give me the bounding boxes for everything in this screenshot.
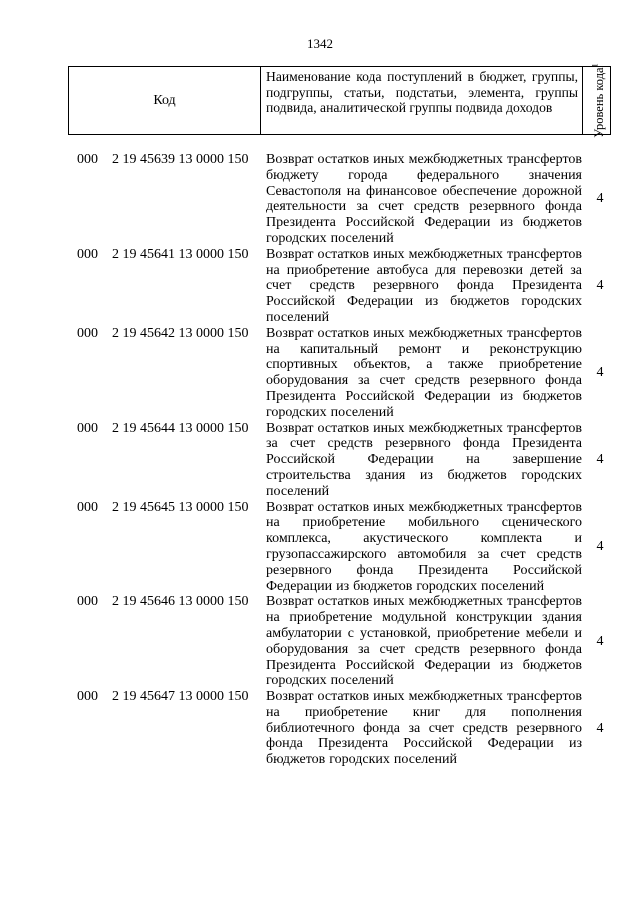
revenue-name: Возврат остатков иных межбюджетных трансфертов на капитальный ремонт и реконструкцию спортивных объектов, а также приобретение оборудования за счет средств резервного фонда Президента Российской Федерации из бюджетов городских поселений [266, 325, 582, 420]
table-row [0, 326, 640, 421]
admin-code: 000 [77, 246, 98, 262]
table-row [0, 594, 640, 689]
table-row [0, 421, 640, 500]
code-level-value: 4 [596, 538, 604, 554]
header-level-footnote: 1 [590, 63, 600, 68]
code-level [593, 326, 607, 421]
header-level [583, 63, 611, 138]
table-row [0, 500, 640, 595]
table-row [0, 152, 640, 247]
header-level-text: Уровень кода [591, 67, 606, 138]
admin-code: 000 [77, 499, 98, 515]
code-level-value: 4 [596, 191, 604, 207]
admin-code: 000 [77, 152, 98, 167]
table-row [0, 689, 640, 768]
header-name: Наименование кода поступлений в бюджет, группы, подгруппы, статьи, подстатьи, элемента, группы подвида, аналитической группы подвида доходов [261, 67, 583, 134]
revenue-name: Возврат остатков иных межбюджетных трансфертов на приобретение книг для пополнения библиотечного фонда за счет средств резервного фонда Президента Российской Федерации из бюджетов городских поселений [266, 689, 582, 768]
code-level-value: 4 [596, 633, 604, 649]
header-level-label [589, 63, 604, 137]
code-level [593, 594, 607, 689]
revenue-code: 2 19 45646 13 0000 150 [112, 594, 249, 610]
revenue-name: Возврат остатков иных межбюджетных трансфертов на приобретение модульной конструкции здания амбулатории с установкой, приобретение мебели и оборудования за счет средств резервного фонда Президента Российской Федерации из бюджетов городских поселений [266, 594, 582, 689]
revenue-code: 2 19 45641 13 0000 150 [112, 246, 249, 262]
header-code [69, 67, 261, 134]
code-level [593, 500, 607, 595]
revenue-name: Возврат остатков иных межбюджетных трансфертов на приобретение автобуса для перевозки детей за счет средств резервного фонда Президента Российской Федерации из бюджетов городских поселений [266, 246, 582, 325]
page-number: 1342 [307, 36, 333, 51]
code-level [593, 152, 607, 247]
revenue-code: 2 19 45639 13 0000 150 [112, 152, 249, 167]
table-header [68, 63, 611, 138]
code-level-value: 4 [596, 452, 604, 468]
code-level-value: 4 [596, 720, 604, 736]
revenue-name: Возврат остатков иных межбюджетных трансфертов на приобретение мобильного сценического комплекса, акустического комплекта и грузопассажирского автомобиля за счет средств резервного фонда Президента Российской Федерации из бюджетов городских поселений [266, 499, 582, 594]
revenue-code: 2 19 45647 13 0000 150 [112, 689, 249, 705]
code-level-value: 4 [596, 278, 604, 294]
table-row [0, 247, 640, 326]
revenue-code: 2 19 45645 13 0000 150 [112, 499, 249, 515]
revenue-code: 2 19 45642 13 0000 150 [112, 325, 249, 341]
code-level-value: 4 [596, 365, 604, 381]
admin-code: 000 [77, 325, 98, 341]
revenue-name: Возврат остатков иных межбюджетных трансфертов бюджету города федерального значения Севастополя на финансовое обеспечение дорожной деятельности за счет средств резервного фонда Президента Российской Федерации из бюджетов городских поселений [266, 152, 582, 246]
code-level [593, 247, 607, 326]
code-level [593, 421, 607, 500]
code-level [593, 689, 607, 768]
revenue-code: 2 19 45644 13 0000 150 [112, 420, 249, 436]
header-code-label: Код [153, 92, 176, 108]
admin-code: 000 [77, 420, 98, 436]
admin-code: 000 [77, 594, 98, 610]
admin-code: 000 [77, 689, 98, 705]
table-body [0, 152, 640, 768]
revenue-name: Возврат остатков иных межбюджетных трансфертов за счет средств резервного фонда Президента Российской Федерации на завершение строительства здания из бюджетов городских поселений [266, 420, 582, 499]
